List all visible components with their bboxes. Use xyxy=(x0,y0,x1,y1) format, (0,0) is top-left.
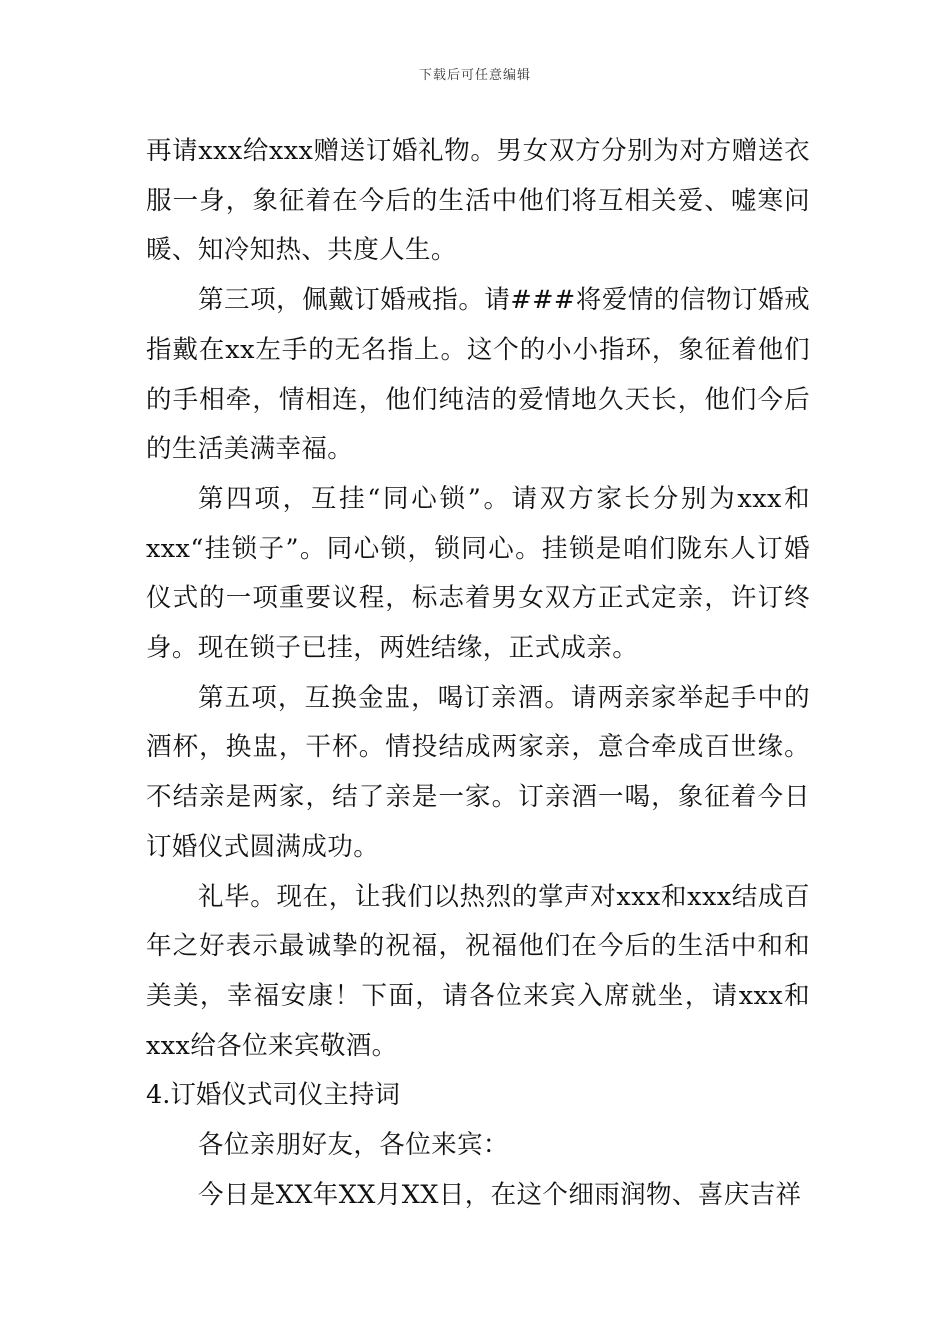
paragraph-gift: 再请xxx给xxx赠送订婚礼物。男女双方分别为对方赠送衣服一身，象征着在今后的生活中他们将互相关爱、嘘寒问暖、知冷知热、共度人生。 xyxy=(146,136,810,266)
paragraph-lock: 第四项，互挂“同心锁”。请双方家长分别为xxx和xxx“挂锁子”。同心锁，锁同心。挂锁是咱们陇东人订婚仪式的一项重要议程，标志着男女双方正式定亲，许订终身。现在锁子已挂，两姓结缘，正式成亲。 xyxy=(146,483,810,664)
document-body xyxy=(146,127,810,1220)
paragraph-greeting: 各位亲朋好友，各位来宾： xyxy=(198,1130,509,1161)
paragraph-date: 今日是XX年XX月XX日，在这个细雨润物、喜庆吉祥 xyxy=(198,1179,802,1210)
section-heading: 4.订婚仪式司仪主持词 xyxy=(146,1080,400,1111)
paragraph-ring: 第三项，佩戴订婚戒指。请###将爱情的信物订婚戒指戴在xx左手的无名指上。这个的小小指环，象征着他们的手相牵，情相连，他们纯洁的爱情地久天长，他们今后的生活美满幸福。 xyxy=(146,285,810,465)
paragraph-wine: 第五项，互换金盅，喝订亲酒。请两亲家举起手中的酒杯，换盅，干杯。情投结成两家亲，意合牵成百世缘。不结亲是两家，结了亲是一家。订亲酒一喝，象征着今日订婚仪式圆满成功。 xyxy=(146,682,810,862)
paragraph-closing: 礼毕。现在，让我们以热烈的掌声对xxx和xxx结成百年之好表示最诚挚的祝福，祝福他们在今后的生活中和和美美，幸福安康！下面，请各位来宾入席就坐，请xxx和xxx给各位来宾敬酒。 xyxy=(146,881,810,1061)
page-header: 下载后可任意编辑 xyxy=(418,68,531,83)
